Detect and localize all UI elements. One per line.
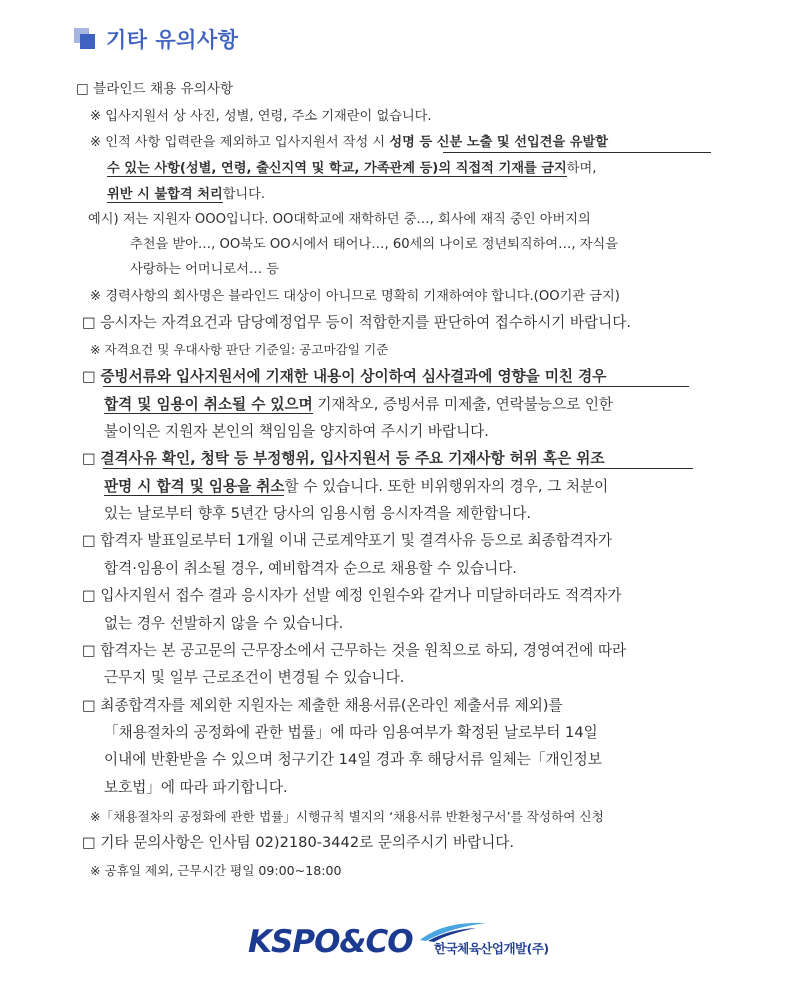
item-text: 할 수 있습니다. 또한 비위행위자의 경우, 그 처분이	[284, 478, 609, 495]
logo-korean-name: 한국체육산업개발(주)	[434, 941, 549, 956]
item-reserve-2: 합격·임용이 취소될 경우, 예비합격자 순으로 채용할 수 있습니다.	[104, 560, 517, 577]
item-qualification: □ 응시자는 자격요건과 담당예정업무 등이 적합한지를 판단하여 접수하시기 바랍니다.	[82, 314, 631, 331]
item-return-docs-4: 보호법」에 따라 파기합니다.	[104, 779, 288, 796]
note-text: ※ 인적 사항 입력란을 제외하고 입사지원서 작성 시	[90, 135, 390, 150]
item-return-docs-1: □ 최종합격자를 제외한 지원자는 제출한 채용서류(온라인 제출서류 제외)를	[82, 697, 563, 714]
note-emphasis: 위반 시 불합격 처리	[107, 187, 223, 202]
note-personal-info-3	[107, 185, 265, 205]
item-document-mismatch-1	[82, 367, 606, 387]
item-return-docs-3: 이내에 반환받을 수 있으며 청구기간 14일 경과 후 해당서류 일체는「개인정보	[104, 751, 602, 768]
item-applicants-1: □ 입사지원서 접수 결과 응시자가 선발 예정 인원수와 같거나 미달하더라도 적격자가	[82, 587, 622, 604]
note-text: 하며,	[566, 161, 597, 176]
note-personal-info-1	[90, 133, 608, 153]
note-no-photo: ※ 입사지원서 상 사진, 성별, 연령, 주소 기재란이 없습니다.	[90, 109, 432, 124]
item-bullet: □	[82, 368, 101, 385]
note-return-request: ※「채용절차의 공정화에 관한 법률」시행규칙 별지의 ‘채용서류 반환청구서’를 작성하여 신청	[90, 809, 604, 824]
underline	[443, 152, 711, 153]
blind-hiring-heading: □ 블라인드 채용 유의사항	[76, 81, 234, 97]
section-title: 기타 유의사항	[106, 28, 239, 52]
note-text: 합니다.	[222, 187, 266, 202]
item-text: 기재착오, 증빙서류 미제출, 연락불능으로 인한	[312, 396, 614, 413]
item-workplace-1: □ 합격자는 본 공고문의 근무장소에서 근무하는 것을 원칙으로 하되, 경영여건에 따라	[82, 642, 627, 659]
item-emphasis: 판명 시 합격 및 임용을 취소	[104, 478, 285, 495]
note-emphasis: 수 있는 사항(성별, 연령, 출신지역 및 학교, 가족관계 등)의 직접적 기재를 금지	[107, 161, 567, 176]
underline	[103, 386, 689, 387]
logo-wordmark: KSPO&CO	[248, 924, 413, 960]
item-reserve-1: □ 합격자 발표일로부터 1개월 이내 근로계약포기 및 결격사유 등으로 최종합격자가	[82, 532, 613, 549]
item-disqualification-1	[82, 449, 604, 469]
item-contact: □ 기타 문의사항은 인사팀 02)2180-3442로 문의주시기 바랍니다.	[82, 834, 515, 851]
note-business-hours: ※ 공휴일 제외, 근무시간 평일 09:00~18:00	[90, 863, 342, 878]
item-emphasis: 결격사유 확인, 청탁 등 부정행위, 입사지원서 등 주요 기재사항 허위 혹은 위조	[100, 450, 605, 467]
item-emphasis: 증빙서류와 입사지원서에 기재한 내용이 상이하여 심사결과에 영향을 미친 경우	[100, 368, 607, 385]
note-criteria-date: ※ 자격요건 및 우대사항 판단 기준일: 공고마감일 기준	[90, 342, 389, 357]
item-emphasis: 합격 및 임용이 취소될 수 있으며	[104, 396, 313, 413]
underline	[103, 468, 693, 469]
header-square-dark	[80, 34, 95, 49]
example-line-2: 추천을 받아…, OO북도 OO시에서 태어나…, 60세의 나이로 정년퇴직하여…, 자식을	[130, 237, 618, 252]
item-applicants-2: 없는 경우 선발하지 않을 수 있습니다.	[104, 615, 344, 632]
note-personal-info-2	[107, 159, 596, 179]
note-emphasis: 성명 등 신분 노출 및 선입견을 유발할	[389, 135, 609, 150]
item-document-mismatch-2	[104, 395, 613, 415]
item-document-mismatch-3: 불이익은 지원자 본인의 책임임을 양지하여 주시기 바랍니다.	[104, 423, 489, 440]
item-disqualification-2	[104, 477, 608, 497]
note-career: ※ 경력사항의 회사명은 블라인드 대상이 아니므로 명확히 기재하여야 합니다.(OO기관 금지)	[90, 289, 620, 304]
example-line-1: 예시) 저는 지원자 OOO입니다. OO대학교에 재학하던 중…, 회사에 재직 중인 아버지의	[88, 212, 591, 227]
item-return-docs-2: 「채용절차의 공정화에 관한 법률」에 따라 임용여부가 확정된 날로부터 14일	[104, 724, 598, 741]
example-line-3: 사랑하는 어머니로서… 등	[130, 262, 279, 277]
item-disqualification-3: 있는 날로부터 향후 5년간 당사의 임용시험 응시자격을 제한합니다.	[104, 505, 532, 522]
item-bullet: □	[82, 450, 101, 467]
item-workplace-2: 근무지 및 일부 근로조건이 변경될 수 있습니다.	[104, 669, 405, 686]
